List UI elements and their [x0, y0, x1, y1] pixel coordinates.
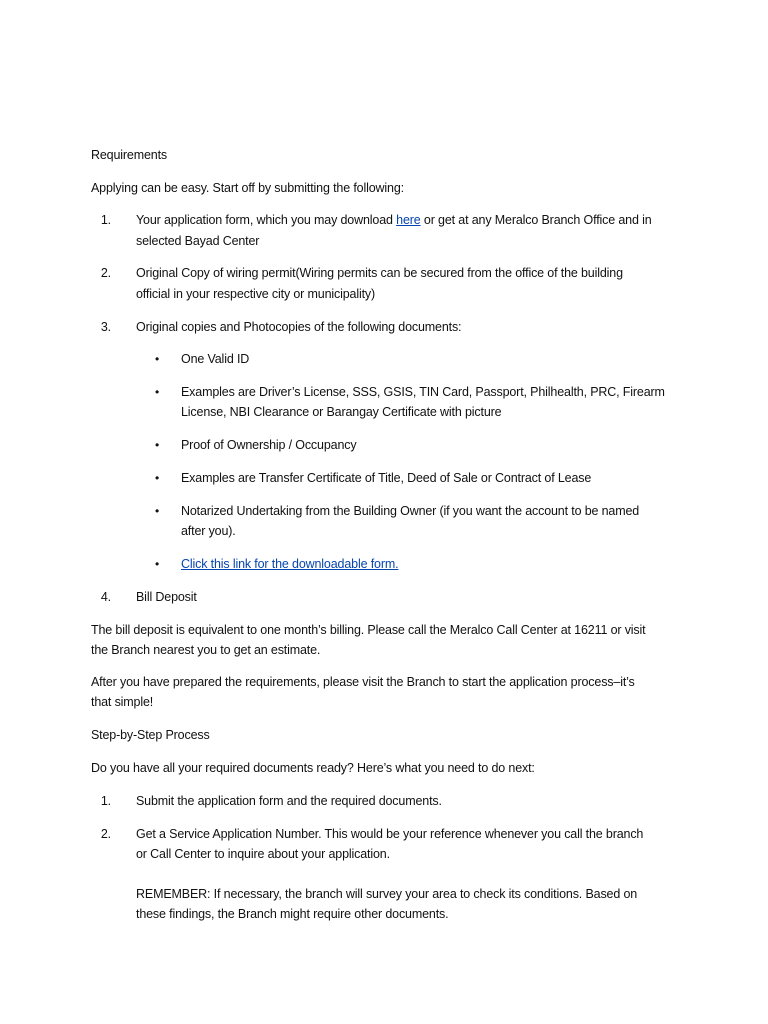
- list-item-download-link: [181, 554, 681, 574]
- after-paragraph-line: that simple!: [91, 695, 154, 709]
- bullet-icon: •: [155, 438, 160, 452]
- heading-step-by-step: Step-by-Step Process: [91, 728, 210, 742]
- deposit-paragraph-line: The bill deposit is equivalent to one month’s billing. Please call the Meralco Call Center at 16211 or visit: [91, 623, 646, 637]
- heading-requirements: Requirements: [91, 148, 168, 162]
- list-item-wiring-permit: Original Copy of wiring permit(Wiring permits can be secured from the office of the building: [136, 266, 623, 280]
- list-item-continuation: selected Bayad Center: [136, 234, 260, 248]
- list-number: 1.: [100, 213, 111, 227]
- steps-intro-text: Do you have all your required documents ready? Here’s what you need to do next:: [91, 761, 535, 775]
- list-number: 4.: [100, 590, 111, 604]
- remember-note-line: REMEMBER: If necessary, the branch will survey your area to check its conditions. Based on: [136, 887, 638, 901]
- bullet-icon: •: [155, 557, 160, 571]
- step-continuation: or Call Center to inquire about your application.: [136, 847, 390, 861]
- bullet-continuation: after you).: [181, 524, 236, 538]
- list-number: 1.: [100, 794, 111, 808]
- list-item-documents: Original copies and Photocopies of the following documents:: [136, 320, 462, 334]
- list-item-application-form: [136, 210, 696, 230]
- step-service-number: Get a Service Application Number. This would be your reference whenever you call the branch: [136, 827, 644, 841]
- download-here-link[interactable]: here: [396, 213, 421, 227]
- bullet-continuation: License, NBI Clearance or Barangay Certificate with picture: [181, 405, 502, 419]
- intro-text: Applying can be easy. Start off by submitting the following:: [91, 181, 404, 195]
- step-submit-form: Submit the application form and the required documents.: [136, 794, 442, 808]
- bullet-valid-id: One Valid ID: [181, 352, 250, 366]
- list-number: 2.: [100, 827, 111, 841]
- bullet-icon: •: [155, 504, 160, 518]
- bullet-proof-ownership: Proof of Ownership / Occupancy: [181, 438, 357, 452]
- bullet-ownership-examples: Examples are Transfer Certificate of Title, Deed of Sale or Contract of Lease: [181, 471, 592, 485]
- list-number: 3.: [100, 320, 111, 334]
- bullet-icon: •: [155, 471, 160, 485]
- list-number: 2.: [100, 266, 111, 280]
- list-item-continuation: official in your respective city or municipality): [136, 287, 376, 301]
- item-text: Your application form, which you may download: [136, 213, 397, 227]
- downloadable-form-link[interactable]: Click this link for the downloadable form.: [181, 557, 399, 571]
- list-item-bill-deposit: Bill Deposit: [136, 590, 197, 604]
- item-text: or get at any Meralco Branch Office and in: [420, 213, 652, 227]
- bullet-icon: •: [155, 352, 160, 366]
- bullet-id-examples: Examples are Driver’s License, SSS, GSIS, TIN Card, Passport, Philhealth, PRC, Firearm: [181, 385, 665, 399]
- bullet-icon: •: [155, 385, 160, 399]
- remember-note-line: these findings, the Branch might require other documents.: [136, 907, 449, 921]
- bullet-notarized-undertaking: Notarized Undertaking from the Building Owner (if you want the account to be named: [181, 504, 640, 518]
- deposit-paragraph-line: the Branch nearest you to get an estimate.: [91, 643, 321, 657]
- after-paragraph-line: After you have prepared the requirements, please visit the Branch to start the application process–it’s: [91, 675, 635, 689]
